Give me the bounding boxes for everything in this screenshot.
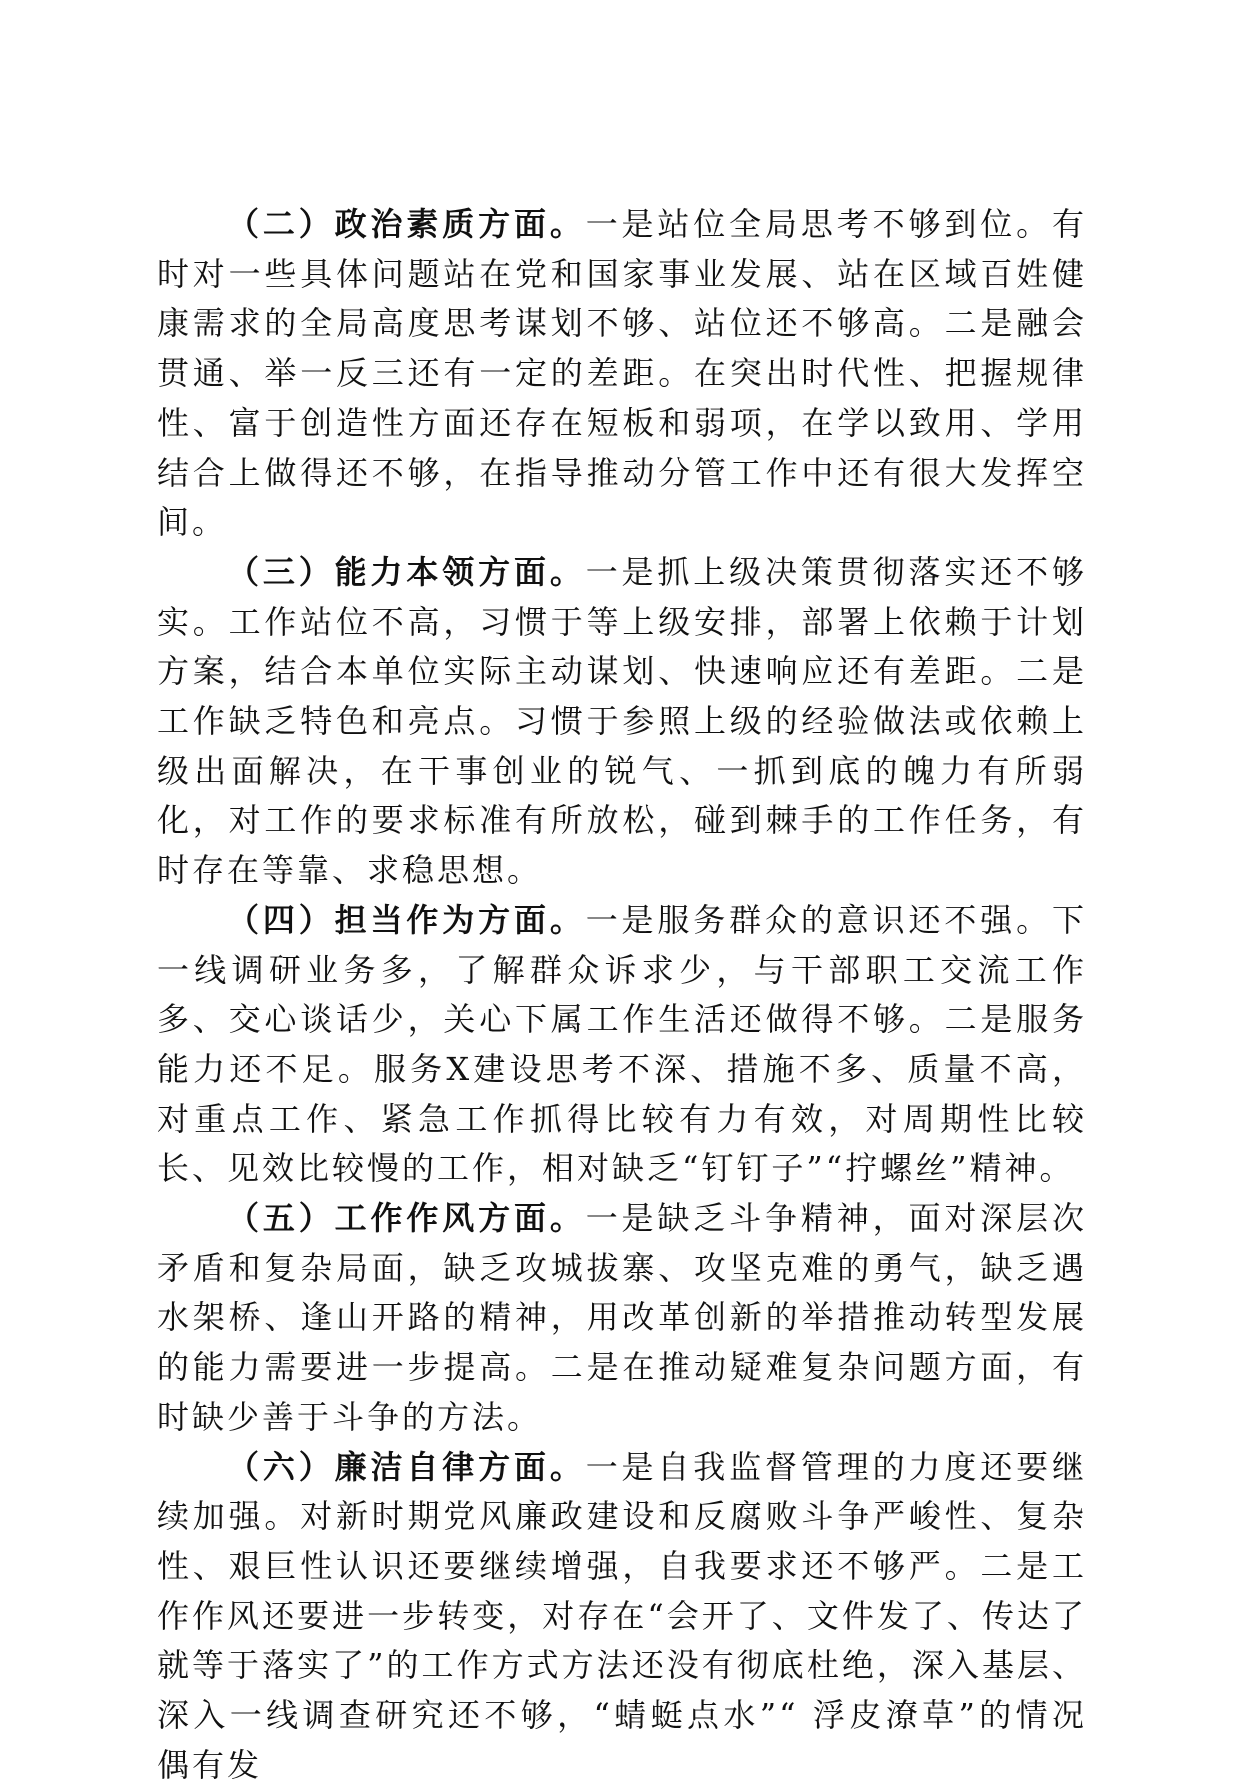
paragraph-heading: （五）工作作风方面。 bbox=[227, 1199, 586, 1238]
paragraph-text: 一是自我监督管理的力度还要继续加强。对新时期党风廉政建设和反腐败斗争严峻性、复杂性、艰巨性认识还要继续增强，自我要求还不够严。二是工作作风还要进一步转变，对存在“会开了、文件发了、传达了就等于落实了”的工作方式方法还没有彻底杜绝，深入基层、深入一线调查研究还不够，“蜻蜓点水”“ 浮皮潦草”的情况偶有发 bbox=[157, 1447, 1087, 1784]
paragraph-responsibility bbox=[157, 896, 1087, 1194]
document-body bbox=[157, 200, 1087, 1791]
paragraph-capability bbox=[157, 548, 1087, 896]
paragraph-text: 一是缺乏斗争精神，面对深层次矛盾和复杂局面，缺乏攻城拔寨、攻坚克难的勇气，缺乏遇水架桥、逢山开路的精神，用改革创新的举措推动转型发展的能力需要进一步提高。二是在推动疑难复杂问题方面，有时缺少善于斗争的方法。 bbox=[157, 1199, 1087, 1436]
paragraph-work-style bbox=[157, 1194, 1087, 1443]
paragraph-political-quality bbox=[157, 200, 1087, 548]
paragraph-text: 一是抓上级决策贯彻落实还不够实。工作站位不高，习惯于等上级安排，部署上依赖于计划方案，结合本单位实际主动谋划、快速响应还有差距。二是工作缺乏特色和亮点。习惯于参照上级的经验做法或依赖上级出面解决，在干事创业的锐气、一抓到底的魄力有所弱化，对工作的要求标准有所放松，碰到棘手的工作任务，有时存在等靠、求稳思想。 bbox=[157, 552, 1087, 890]
paragraph-text: 一是服务群众的意识还不强。下一线调研业务多，了解群众诉求少，与干部职工交流工作多、交心谈话少，关心下属工作生活还做得不够。二是服务能力还不足。服务X建设思考不深、措施不多、质量不高，对重点工作、紧急工作抓得比较有力有效，对周期性比较长、见效比较慢的工作，相对缺乏“钉钉子”“拧螺丝”精神。 bbox=[157, 900, 1087, 1188]
paragraph-heading: （二）政治素质方面。 bbox=[227, 205, 586, 243]
paragraph-heading: （三）能力本领方面。 bbox=[227, 552, 586, 591]
paragraph-heading: （六）廉洁自律方面。 bbox=[227, 1447, 586, 1486]
paragraph-integrity bbox=[157, 1443, 1087, 1791]
paragraph-heading: （四）担当作为方面。 bbox=[227, 900, 586, 939]
paragraph-text: 一是站位全局思考不够到位。有时对一些具体问题站在党和国家事业发展、站在区域百姓健康需求的全局高度思考谋划不够、站位还不够高。二是融会贯通、举一反三还有一定的差距。在突出时代性、把握规律性、富于创造性方面还存在短板和弱项，在学以致用、学用结合上做得还不够，在指导推动分管工作中还有很大发挥空间。 bbox=[157, 205, 1087, 542]
